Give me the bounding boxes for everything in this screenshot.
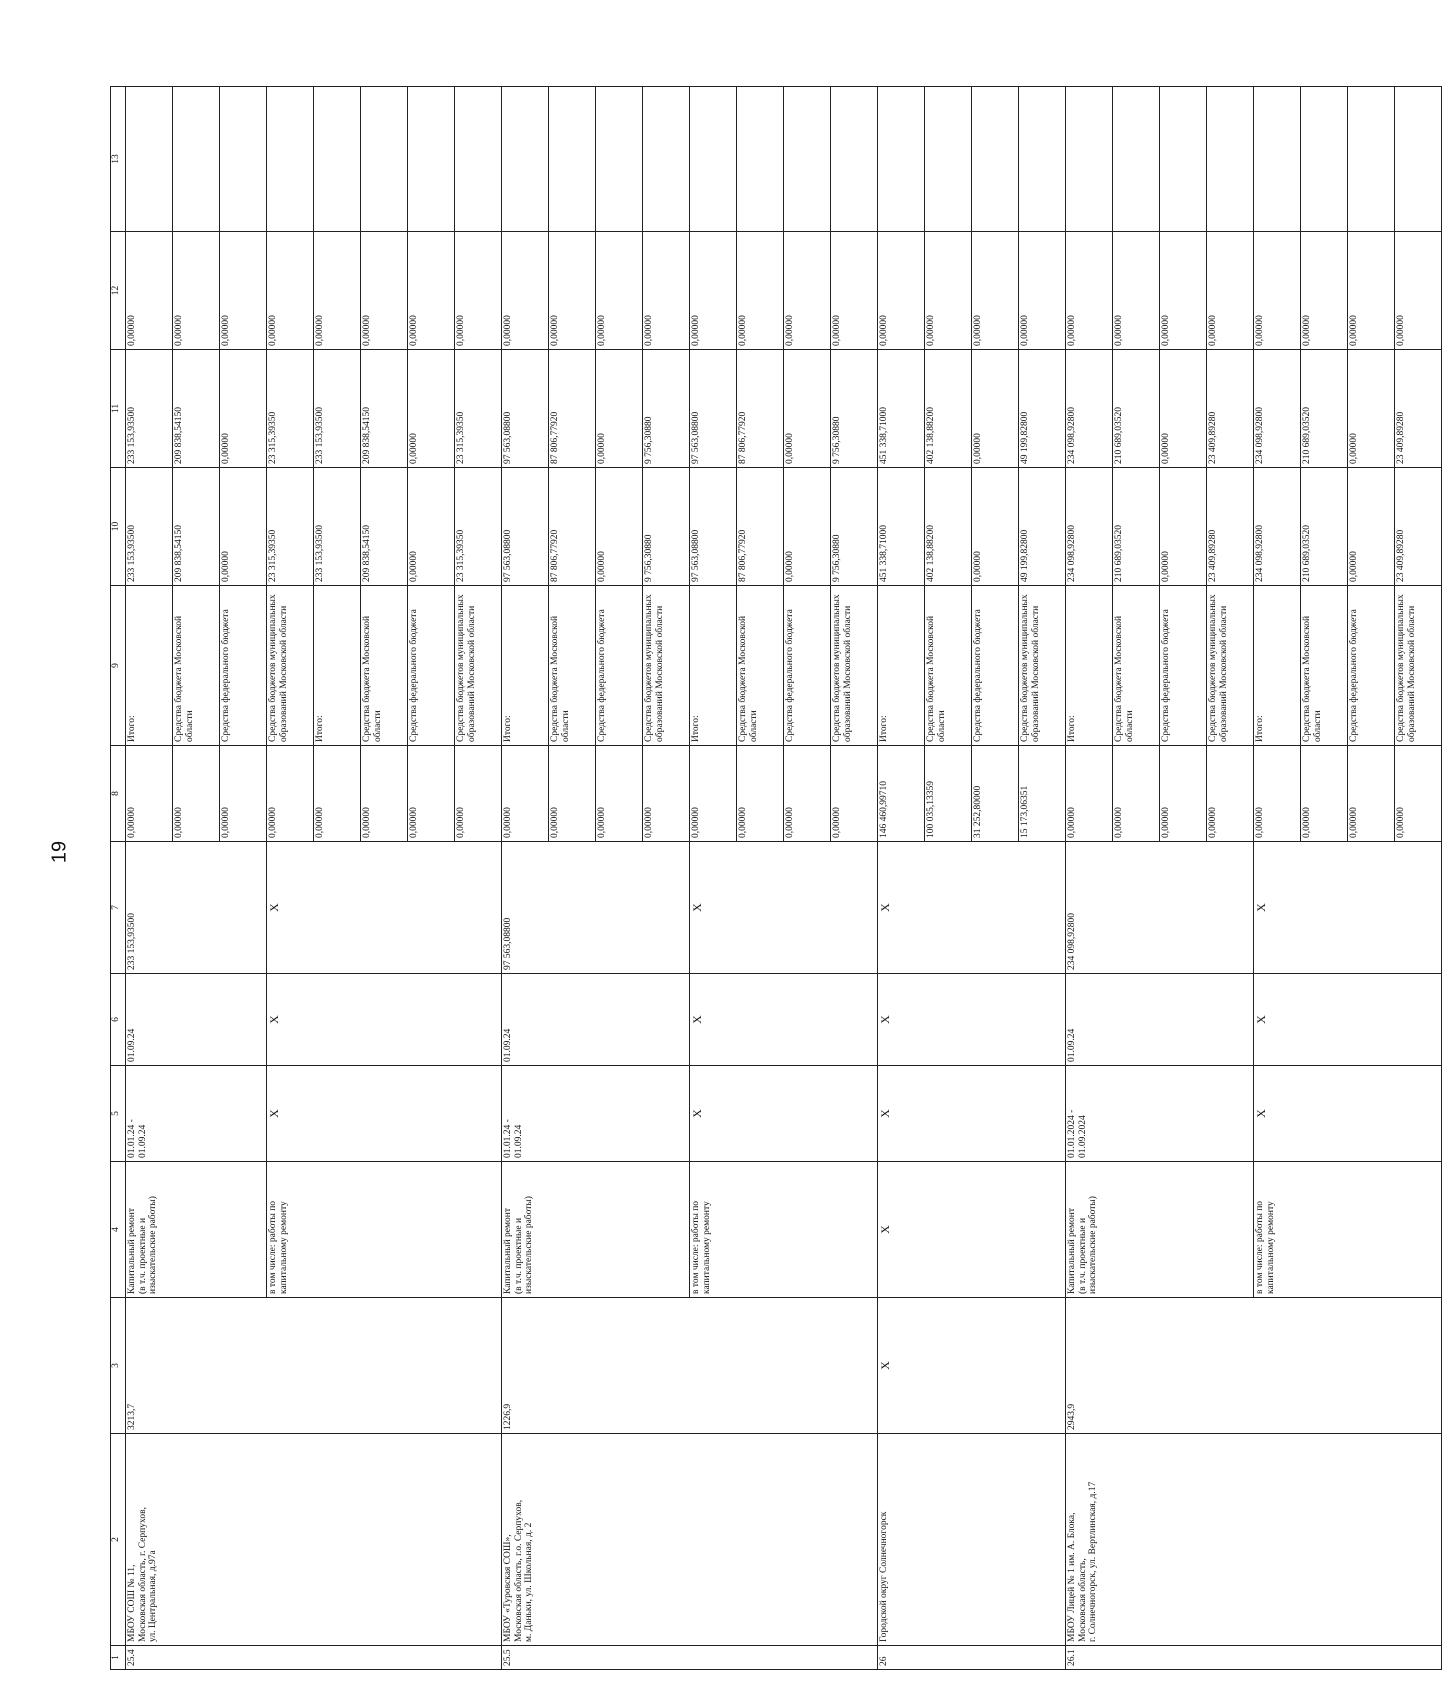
- amount-year-2: 0,00000: [220, 232, 267, 350]
- funded-before: 0,00000: [502, 746, 549, 842]
- amount-total: 23 315,39350: [455, 468, 502, 586]
- amount-total: 210 689,03520: [1113, 468, 1160, 586]
- amount-year-2: 0,00000: [643, 232, 690, 350]
- amount-year-1: 23 315,39350: [267, 350, 314, 468]
- table-row: [1066, 87, 1113, 1670]
- empty-cell: [408, 87, 455, 232]
- amount-total: 23 315,39350: [267, 468, 314, 586]
- amount-total: 23 409,89280: [1395, 468, 1442, 586]
- amount-year-2: 0,00000: [1348, 232, 1395, 350]
- funded-before: 15 173,06351: [1019, 746, 1066, 842]
- amount-total: 209 838,54150: [173, 468, 220, 586]
- object-cost: 233 153,93500: [126, 842, 267, 974]
- funded-before: 0,00000: [173, 746, 220, 842]
- amount-total: 0,00000: [220, 468, 267, 586]
- funded-before: 0,00000: [1348, 746, 1395, 842]
- amount-total: 0,00000: [784, 468, 831, 586]
- page-number: [48, 832, 72, 872]
- amount-year-2: 0,00000: [1066, 232, 1113, 350]
- work-period: 01.01.24 - 01.09.24: [126, 1066, 267, 1162]
- funding-source: Итого:: [878, 586, 925, 746]
- amount-year-2: 0,00000: [314, 232, 361, 350]
- amount-year-1: 209 838,54150: [173, 350, 220, 468]
- funded-before: 31 252,80000: [972, 746, 1019, 842]
- amount-year-2: 0,00000: [925, 232, 972, 350]
- object-area: X: [878, 1298, 1066, 1434]
- table-row: [502, 87, 549, 1670]
- amount-year-1: 233 153,93500: [126, 350, 173, 468]
- empty-cell: [596, 87, 643, 232]
- funded-before: 0,00000: [267, 746, 314, 842]
- amount-total: 0,00000: [1348, 468, 1395, 586]
- object-name: МБОУ «Туровская СОШ», Московская область, г.о. Серпухов, м. Даньки, ул. Школьная, д. 2: [502, 1434, 878, 1646]
- empty-cell: [126, 87, 173, 232]
- commission-date: 01.09.24: [126, 974, 267, 1066]
- commission-date: X: [690, 974, 878, 1066]
- funded-before: 100 035,13359: [925, 746, 972, 842]
- amount-year-2: 0,00000: [126, 232, 173, 350]
- work-period: X: [1254, 1066, 1442, 1162]
- column-number: 2: [111, 1434, 126, 1646]
- column-number: 4: [111, 1162, 126, 1298]
- amount-total: 87 806,77920: [549, 468, 596, 586]
- funded-before: 0,00000: [1301, 746, 1348, 842]
- funding-source: Итого:: [126, 586, 173, 746]
- amount-year-2: 0,00000: [1395, 232, 1442, 350]
- column-number: 7: [111, 842, 126, 974]
- amount-year-1: 9 756,30880: [643, 350, 690, 468]
- funding-source: Средства бюджетов муниципальных образований Московской области: [455, 586, 502, 746]
- amount-year-1: 210 689,03520: [1113, 350, 1160, 468]
- empty-cell: [1301, 87, 1348, 232]
- funding-source: Средства федерального бюджета: [972, 586, 1019, 746]
- funded-before: 0,00000: [126, 746, 173, 842]
- column-number: 9: [111, 586, 126, 746]
- amount-total: 97 563,08800: [502, 468, 549, 586]
- funded-before: 0,00000: [690, 746, 737, 842]
- object-area: 1226,9: [502, 1298, 878, 1434]
- empty-cell: [643, 87, 690, 232]
- empty-cell: [1254, 87, 1301, 232]
- object-name: МБОУ СОШ № 11, Московская область, г. Серпухов, ул. Центральная, д.97а: [126, 1434, 502, 1646]
- amount-year-2: 0,00000: [972, 232, 1019, 350]
- funding-source: Средства бюджета Московской области: [361, 586, 408, 746]
- funding-source: Средства федерального бюджета: [408, 586, 455, 746]
- funding-source: Средства бюджета Московской области: [1113, 586, 1160, 746]
- empty-cell: [1019, 87, 1066, 232]
- funding-source: Итого:: [1254, 586, 1301, 746]
- funded-before: 0,00000: [596, 746, 643, 842]
- work-period: 01.01.24 - 01.09.24: [502, 1066, 690, 1162]
- amount-year-2: 0,00000: [455, 232, 502, 350]
- object-name: Городской округ Солнечногорск: [878, 1434, 1066, 1646]
- amount-year-1: 0,00000: [408, 350, 455, 468]
- commission-date: X: [878, 974, 1066, 1066]
- object-cost: X: [878, 842, 1066, 974]
- funded-before: 0,00000: [1113, 746, 1160, 842]
- amount-total: 451 338,71000: [878, 468, 925, 586]
- funding-source: Средства бюджетов муниципальных образований Московской области: [1019, 586, 1066, 746]
- funded-before: 0,00000: [1066, 746, 1113, 842]
- empty-cell: [831, 87, 878, 232]
- column-number: 8: [111, 746, 126, 842]
- funding-source: Средства бюджета Московской области: [737, 586, 784, 746]
- empty-cell: [878, 87, 925, 232]
- object-cost: X: [267, 842, 502, 974]
- object-cost: 234 098,92800: [1066, 842, 1254, 974]
- row-id: 25.5: [502, 1646, 878, 1670]
- funding-source: Средства федерального бюджета: [1348, 586, 1395, 746]
- empty-cell: [220, 87, 267, 232]
- funding-source: Итого:: [1066, 586, 1113, 746]
- funded-before: 0,00000: [408, 746, 455, 842]
- amount-year-1: 49 199,82800: [1019, 350, 1066, 468]
- funded-before: 0,00000: [1395, 746, 1442, 842]
- amount-total: 233 153,93500: [314, 468, 361, 586]
- empty-cell: [314, 87, 361, 232]
- amount-year-2: 0,00000: [1113, 232, 1160, 350]
- funded-before: 0,00000: [737, 746, 784, 842]
- amount-total: 97 563,08800: [690, 468, 737, 586]
- funded-before: 0,00000: [455, 746, 502, 842]
- amount-year-1: 209 838,54150: [361, 350, 408, 468]
- amount-year-2: 0,00000: [784, 232, 831, 350]
- empty-cell: [267, 87, 314, 232]
- table-body: [111, 87, 1442, 1670]
- commission-date: 01.09.24: [502, 974, 690, 1066]
- amount-year-2: 0,00000: [361, 232, 408, 350]
- amount-year-2: 0,00000: [831, 232, 878, 350]
- amount-year-1: 23 409,89280: [1207, 350, 1254, 468]
- empty-cell: [925, 87, 972, 232]
- amount-year-1: 87 806,77920: [549, 350, 596, 468]
- funded-before: 0,00000: [314, 746, 361, 842]
- empty-cell: [455, 87, 502, 232]
- funded-before: 0,00000: [831, 746, 878, 842]
- amount-year-2: 0,00000: [1207, 232, 1254, 350]
- amount-total: 209 838,54150: [361, 468, 408, 586]
- funded-before: 0,00000: [549, 746, 596, 842]
- amount-year-1: 97 563,08800: [502, 350, 549, 468]
- table-row: [878, 87, 925, 1670]
- work-type: в том числе: работы по капитальному ремонту: [690, 1162, 878, 1298]
- funding-source: Средства бюджетов муниципальных образований Московской области: [1207, 586, 1254, 746]
- funded-before: 0,00000: [1207, 746, 1254, 842]
- empty-cell: [1207, 87, 1254, 232]
- commission-date: X: [267, 974, 502, 1066]
- funding-source: Итого:: [690, 586, 737, 746]
- column-number: 10: [111, 468, 126, 586]
- work-period: 01.01.2024 - 01.09.2024: [1066, 1066, 1254, 1162]
- funding-source: Средства бюджетов муниципальных образований Московской области: [267, 586, 314, 746]
- work-period: X: [690, 1066, 878, 1162]
- work-type: Капитальный ремонт (в т.ч. проектные и изыскательские работы): [502, 1162, 690, 1298]
- empty-cell: [361, 87, 408, 232]
- empty-cell: [1160, 87, 1207, 232]
- commission-date: 01.09.24: [1066, 974, 1254, 1066]
- amount-year-1: 233 153,93500: [314, 350, 361, 468]
- amount-year-1: 234 098,92800: [1066, 350, 1113, 468]
- amount-year-2: 0,00000: [690, 232, 737, 350]
- funded-before: 0,00000: [784, 746, 831, 842]
- column-number: 3: [111, 1298, 126, 1434]
- funding-source: Средства бюджетов муниципальных образований Московской области: [831, 586, 878, 746]
- amount-year-2: 0,00000: [408, 232, 455, 350]
- funded-before: 146 460,99710: [878, 746, 925, 842]
- row-id: 26: [878, 1646, 1066, 1670]
- amount-year-1: 9 756,30880: [831, 350, 878, 468]
- amount-total: 0,00000: [1160, 468, 1207, 586]
- funding-source: Средства бюджета Московской области: [173, 586, 220, 746]
- amount-year-1: 23 315,39350: [455, 350, 502, 468]
- amount-year-1: 402 138,88200: [925, 350, 972, 468]
- empty-cell: [737, 87, 784, 232]
- amount-year-2: 0,00000: [502, 232, 549, 350]
- amount-total: 234 098,92800: [1254, 468, 1301, 586]
- object-cost: X: [1254, 842, 1442, 974]
- amount-total: 87 806,77920: [737, 468, 784, 586]
- funding-source: Итого:: [502, 586, 549, 746]
- object-cost: X: [690, 842, 878, 974]
- amount-year-2: 0,00000: [878, 232, 925, 350]
- amount-year-1: 0,00000: [784, 350, 831, 468]
- funded-before: 0,00000: [220, 746, 267, 842]
- empty-cell: [1066, 87, 1113, 232]
- funding-source: Средства бюджета Московской области: [1301, 586, 1348, 746]
- amount-total: 210 689,03520: [1301, 468, 1348, 586]
- work-type: в том числе: работы по капитальному ремонту: [267, 1162, 502, 1298]
- commission-date: X: [1254, 974, 1442, 1066]
- funding-source: Средства бюджетов муниципальных образований Московской области: [643, 586, 690, 746]
- amount-year-1: 87 806,77920: [737, 350, 784, 468]
- amount-year-1: 0,00000: [596, 350, 643, 468]
- empty-cell: [784, 87, 831, 232]
- work-type: X: [878, 1162, 1066, 1298]
- column-number: 5: [111, 1066, 126, 1162]
- funded-before: 0,00000: [361, 746, 408, 842]
- funding-source: Средства федерального бюджета: [220, 586, 267, 746]
- amount-total: 23 409,89280: [1207, 468, 1254, 586]
- object-area: 3213,7: [126, 1298, 502, 1434]
- amount-year-1: 210 689,03520: [1301, 350, 1348, 468]
- funding-source: Средства бюджетов муниципальных образований Московской области: [1395, 586, 1442, 746]
- empty-cell: [690, 87, 737, 232]
- work-type: в том числе: работы по капитальному ремонту: [1254, 1162, 1442, 1298]
- amount-total: 233 153,93500: [126, 468, 173, 586]
- object-name: МБОУ Лицей № 1 им. А. Блока, Московская область, г. Солнечногорск, ул. Вертлинская, д.17: [1066, 1434, 1442, 1646]
- amount-total: 49 199,82800: [1019, 468, 1066, 586]
- work-type: Капитальный ремонт (в т.ч. проектные и изыскательские работы): [126, 1162, 267, 1298]
- empty-cell: [1395, 87, 1442, 232]
- column-number-row: [111, 87, 126, 1670]
- amount-year-1: 0,00000: [1348, 350, 1395, 468]
- funding-source: Средства федерального бюджета: [784, 586, 831, 746]
- funding-source: Средства федерального бюджета: [1160, 586, 1207, 746]
- amount-year-1: 97 563,08800: [690, 350, 737, 468]
- column-number: 1: [111, 1646, 126, 1670]
- column-number: 13: [111, 87, 126, 232]
- empty-cell: [1113, 87, 1160, 232]
- amount-total: 9 756,30880: [643, 468, 690, 586]
- amount-year-1: 0,00000: [220, 350, 267, 468]
- amount-year-2: 0,00000: [737, 232, 784, 350]
- amount-year-1: 23 409,89280: [1395, 350, 1442, 468]
- object-cost: 97 563,08800: [502, 842, 690, 974]
- object-area: 2943,9: [1066, 1298, 1442, 1434]
- funding-source: Средства бюджета Московской области: [549, 586, 596, 746]
- empty-cell: [173, 87, 220, 232]
- empty-cell: [1348, 87, 1395, 232]
- page-number-text: 19: [48, 840, 71, 864]
- funded-before: 0,00000: [1160, 746, 1207, 842]
- amount-year-2: 0,00000: [1301, 232, 1348, 350]
- empty-cell: [549, 87, 596, 232]
- capital-repair-table: [110, 86, 1442, 1670]
- work-period: X: [267, 1066, 502, 1162]
- amount-year-2: 0,00000: [549, 232, 596, 350]
- amount-total: 9 756,30880: [831, 468, 878, 586]
- amount-total: 0,00000: [408, 468, 455, 586]
- amount-total: 0,00000: [972, 468, 1019, 586]
- amount-year-1: 0,00000: [1160, 350, 1207, 468]
- amount-year-2: 0,00000: [1254, 232, 1301, 350]
- funded-before: 0,00000: [643, 746, 690, 842]
- amount-year-1: 0,00000: [972, 350, 1019, 468]
- empty-cell: [972, 87, 1019, 232]
- amount-total: 234 098,92800: [1066, 468, 1113, 586]
- amount-year-2: 0,00000: [596, 232, 643, 350]
- funded-before: 0,00000: [1254, 746, 1301, 842]
- funding-source: Итого:: [314, 586, 361, 746]
- row-id: 25.4: [126, 1646, 502, 1670]
- amount-year-2: 0,00000: [1019, 232, 1066, 350]
- funding-source: Средства федерального бюджета: [596, 586, 643, 746]
- column-number: 11: [111, 350, 126, 468]
- amount-year-1: 234 098,92800: [1254, 350, 1301, 468]
- amount-year-1: 451 338,71000: [878, 350, 925, 468]
- funding-source: Средства бюджета Московской области: [925, 586, 972, 746]
- column-number: 12: [111, 232, 126, 350]
- empty-cell: [502, 87, 549, 232]
- amount-year-2: 0,00000: [173, 232, 220, 350]
- amount-total: 402 138,88200: [925, 468, 972, 586]
- row-id: 26.1: [1066, 1646, 1442, 1670]
- work-period: X: [878, 1066, 1066, 1162]
- work-type: Капитальный ремонт (в т.ч. проектные и изыскательские работы): [1066, 1162, 1254, 1298]
- table-row: [126, 87, 173, 1670]
- column-number: 6: [111, 974, 126, 1066]
- amount-year-2: 0,00000: [1160, 232, 1207, 350]
- amount-total: 0,00000: [596, 468, 643, 586]
- amount-year-2: 0,00000: [267, 232, 314, 350]
